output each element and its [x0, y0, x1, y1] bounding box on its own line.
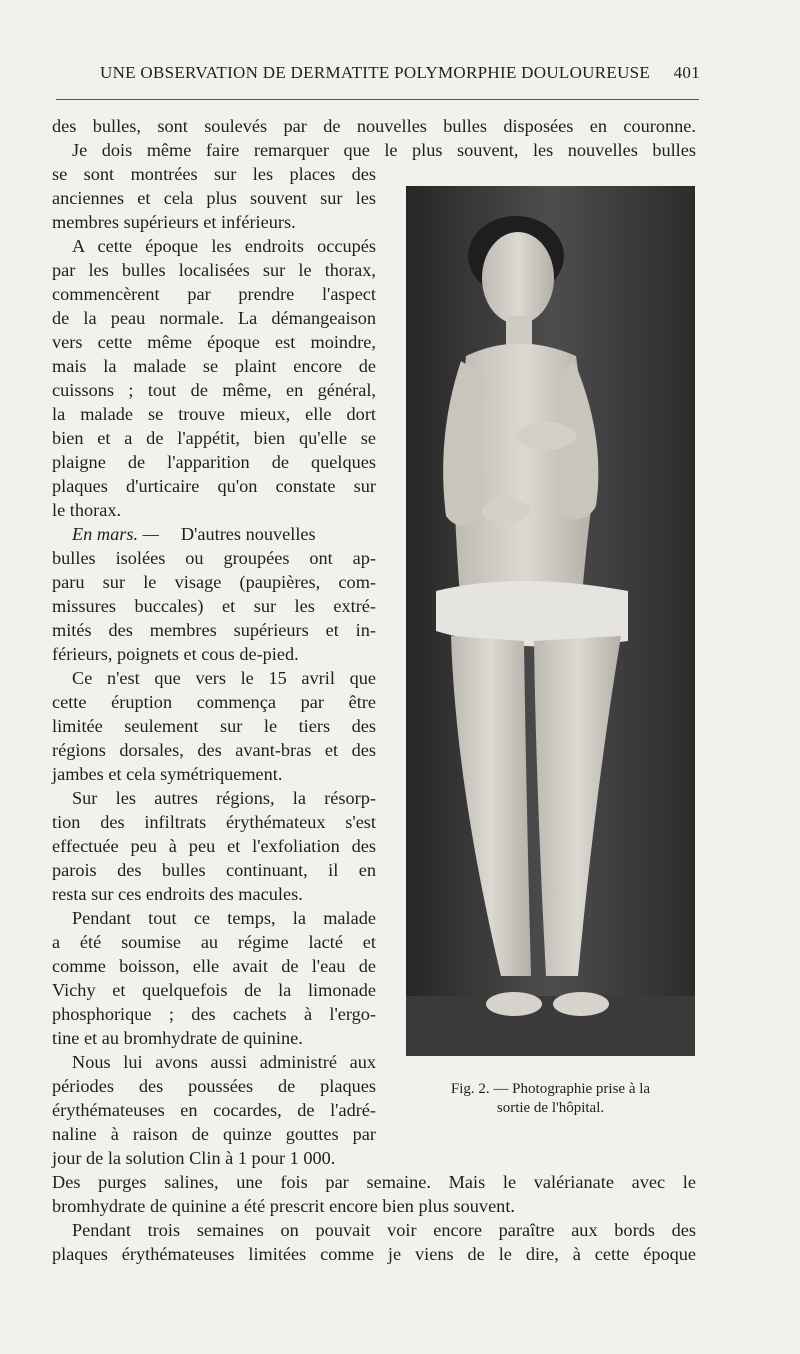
text-line: parois des bulles continuant, il en — [52, 860, 376, 880]
text-line: paru sur le visage (paupières, com- — [52, 572, 376, 592]
text-line: limitée seulement sur le tiers des — [52, 716, 376, 736]
text-line: mités des membres supérieurs et in- — [52, 620, 376, 640]
text-line: resta sur ces endroits des macules. — [52, 884, 303, 904]
text-line: plaigne de l'apparition de quelques — [52, 452, 376, 472]
caption-line: sortie de l'hôpital. — [496, 1100, 605, 1116]
date-heading: En mars. — — [72, 524, 159, 544]
text-line: bulles isolées ou groupées ont ap- — [52, 548, 376, 568]
text-fragment: D'autres nouvelles — [180, 524, 316, 544]
figure-caption — [406, 1080, 695, 1118]
text-line: férieurs, poignets et cous de-pied. — [52, 644, 299, 664]
text-line: anciennes et cela plus souvent sur les — [52, 188, 376, 208]
text-line: cuissons ; tout de même, en général, — [52, 380, 376, 400]
text-line: par les bulles localisées sur le thorax, — [52, 260, 376, 280]
text-line: membres supérieurs et inférieurs. — [52, 212, 296, 232]
text-line: comme boisson, elle avait de l'eau de — [52, 956, 376, 976]
text-line: Pendant trois semaines on pouvait voir encore paraître aux bords des — [72, 1220, 696, 1240]
text-line: jour de la solution Clin à 1 pour 1 000. — [52, 1148, 336, 1168]
text-line: érythémateuses en cocardes, de l'adré- — [52, 1100, 376, 1120]
text-line: A cette époque les endroits occupés — [72, 236, 376, 256]
text-line: Ce n'est que vers le 15 avril que — [72, 668, 376, 688]
text-line: mais la malade se plaint encore de — [52, 356, 376, 376]
text-line: Nous lui avons aussi administré aux — [72, 1052, 376, 1072]
text-line — [52, 522, 376, 546]
text-line: des bulles, sont soulevés par de nouvelles bulles disposées en couronne. — [52, 116, 696, 136]
text-line: effectuée peu à peu et l'exfoliation des — [52, 836, 376, 856]
text-line: vers cette même époque est moindre, — [52, 332, 376, 352]
running-title: UNE OBSERVATION DE DERMATITE POLYMORPHIE DOULOUREUSE — [100, 63, 651, 82]
text-line: commencèrent par prendre l'aspect — [52, 284, 376, 304]
photograph-illustration — [406, 186, 695, 1056]
text-line: de la peau normale. La démangeaison — [52, 308, 376, 328]
text-line: Vichy et quelquefois de la limonade — [52, 980, 376, 1000]
text-line: cette éruption commença par être — [52, 692, 376, 712]
figure-photograph — [406, 186, 695, 1056]
text-line: Pendant tout ce temps, la malade — [72, 908, 376, 928]
text-line: la malade se trouve mieux, elle dort — [52, 404, 376, 424]
text-line: missures buccales) et sur les extré- — [52, 596, 376, 616]
text-line: régions dorsales, des avant-bras et des — [52, 740, 376, 760]
text-line: plaques érythémateuses limitées comme je viens de le dire, à cette époque — [52, 1244, 696, 1264]
text-line: tine et au bromhydrate de quinine. — [52, 1028, 303, 1048]
text-line: bien et a de l'appétit, bien qu'elle se — [52, 428, 376, 448]
text-line: a été soumise au régime lacté et — [52, 932, 376, 952]
text-line: bromhydrate de quinine a été prescrit encore bien plus souvent. — [52, 1196, 515, 1216]
text-line: Des purges salines, une fois par semaine. Mais le valérianate avec le — [52, 1172, 696, 1192]
text-line: Sur les autres régions, la résorp- — [72, 788, 376, 808]
page-number: 401 — [673, 63, 700, 82]
text-line: Je dois même faire remarquer que le plus souvent, les nouvelles bulles — [72, 140, 696, 160]
running-header — [100, 60, 700, 86]
text-line: se sont montrées sur les places des — [52, 164, 376, 184]
text-line: phosphorique ; des cachets à l'ergo- — [52, 1004, 376, 1024]
text-line: périodes des poussées de plaques — [52, 1076, 376, 1096]
caption-line: Fig. 2. — Photographie prise à la — [450, 1081, 651, 1097]
text-line: le thorax. — [52, 500, 122, 520]
text-line: jambes et cela symétriquement. — [52, 764, 283, 784]
text-line: tion des infiltrats érythémateux s'est — [52, 812, 376, 832]
text-line: plaques d'urticaire qu'on constate sur — [52, 476, 376, 496]
header-rule — [56, 99, 699, 100]
text-line: naline à raison de quinze gouttes par — [52, 1124, 376, 1144]
